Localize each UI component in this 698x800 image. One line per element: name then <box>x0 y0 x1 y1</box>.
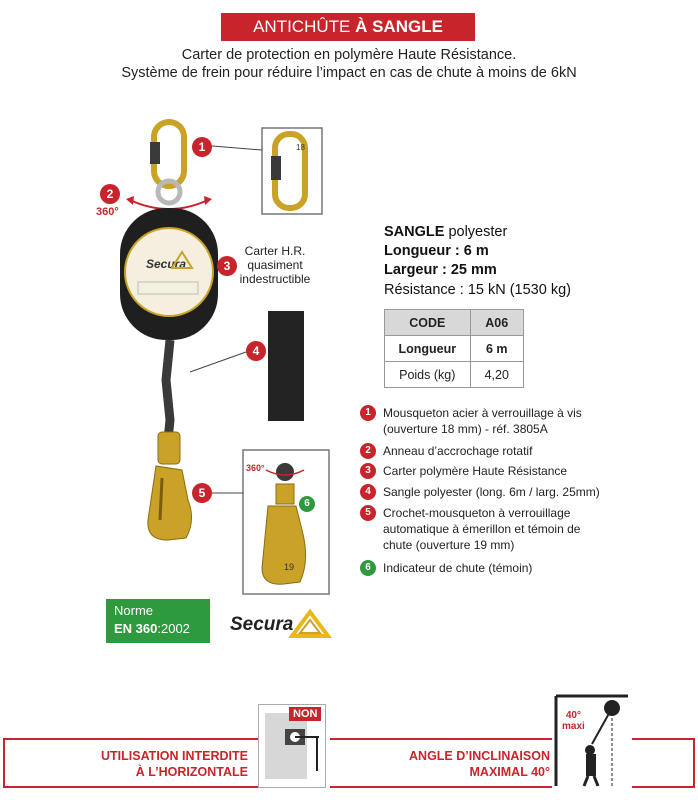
opening-hook-label: 19 <box>284 562 295 572</box>
warning-angle: ANGLE D’INCLINAISON MAXIMAL 40° <box>409 749 550 779</box>
legend-badge: 1 <box>360 405 376 421</box>
table-cell: Longueur <box>385 336 471 362</box>
housing <box>120 208 218 340</box>
table-cell: A06 <box>470 310 523 336</box>
subtitle-line-1: Carter de protection en polymère Haute Résistance. <box>181 47 517 63</box>
angle-label: 40° maxi <box>562 710 585 732</box>
legend-text: Mousqueton acier à verrouillage à vis (ouverture 18 mm) - réf. 3805A <box>383 406 582 436</box>
spec-resistance: Résistance : 15 kN (1530 kg) <box>384 282 571 298</box>
spec-largeur: Largeur : 25 mm <box>384 262 497 278</box>
table-cell: Poids (kg) <box>385 362 471 388</box>
table-cell: 6 m <box>470 336 523 362</box>
table-cell: 4,20 <box>470 362 523 388</box>
max-angle-icon <box>552 694 632 788</box>
legend-badge: 5 <box>360 505 376 521</box>
norme-badge <box>106 599 210 643</box>
legend-badge: 6 <box>360 560 376 576</box>
spec-sangle: SANGLE polyester <box>384 224 508 240</box>
snap-hook <box>148 432 192 540</box>
secura-logo <box>228 606 332 640</box>
badge-1: 1 <box>192 137 212 157</box>
badge-4: 4 <box>246 341 266 361</box>
carter-label: Carter H.R. quasiment indestructible <box>239 244 311 286</box>
rotation-label-small: 360° <box>246 463 265 473</box>
norme-code: EN 360:2002 <box>114 621 190 636</box>
strap-sample <box>268 311 304 421</box>
table-cell: CODE <box>385 310 471 336</box>
legend-badge: 4 <box>360 484 376 500</box>
spec-longueur: Longueur : 6 m <box>384 243 489 259</box>
rotation-label: 360° <box>96 206 119 218</box>
table-row <box>385 362 524 388</box>
legend-badge: 3 <box>360 463 376 479</box>
code-table <box>384 309 524 388</box>
legend-text: Anneau d’accrochage rotatif <box>383 444 533 458</box>
horizontal-forbidden-icon <box>258 704 326 788</box>
top-carabiner <box>150 122 184 203</box>
badge-6: 6 <box>299 496 315 512</box>
opening-small-label: 18 <box>296 143 305 152</box>
badge-5: 5 <box>192 483 212 503</box>
svg-text:Secura: Secura <box>146 257 187 271</box>
svg-text:Secura: Secura <box>230 614 294 635</box>
legend-text: Crochet-mousqueton à verrouillage automatique à émerillon et témoin de chute (ouverture 19 mm) <box>383 506 581 552</box>
legend-badge: 2 <box>360 443 376 459</box>
table-row <box>385 336 524 362</box>
subtitle-line-2: Système de frein pour réduire l’impact en cas de chute à moins de 6kN <box>121 65 577 81</box>
non-label: NON <box>289 707 321 721</box>
legend-text: Sangle polyester (long. 6m / larg. 25mm) <box>383 485 600 499</box>
strap <box>166 340 170 440</box>
table-row <box>385 310 524 336</box>
legend-text: Indicateur de chute (témoin) <box>383 561 533 575</box>
title-bold: À SANGLE <box>355 17 443 36</box>
legend-text: Carter polymère Haute Résistance <box>383 464 568 478</box>
warning-horizontal: UTILISATION INTERDITE À L’HORIZONTALE <box>101 749 248 779</box>
title-regular: ANTICHÛTE <box>253 17 351 36</box>
norme-label: Norme <box>114 603 154 618</box>
badge-2: 2 <box>100 184 120 204</box>
badge-3: 3 <box>217 256 237 276</box>
